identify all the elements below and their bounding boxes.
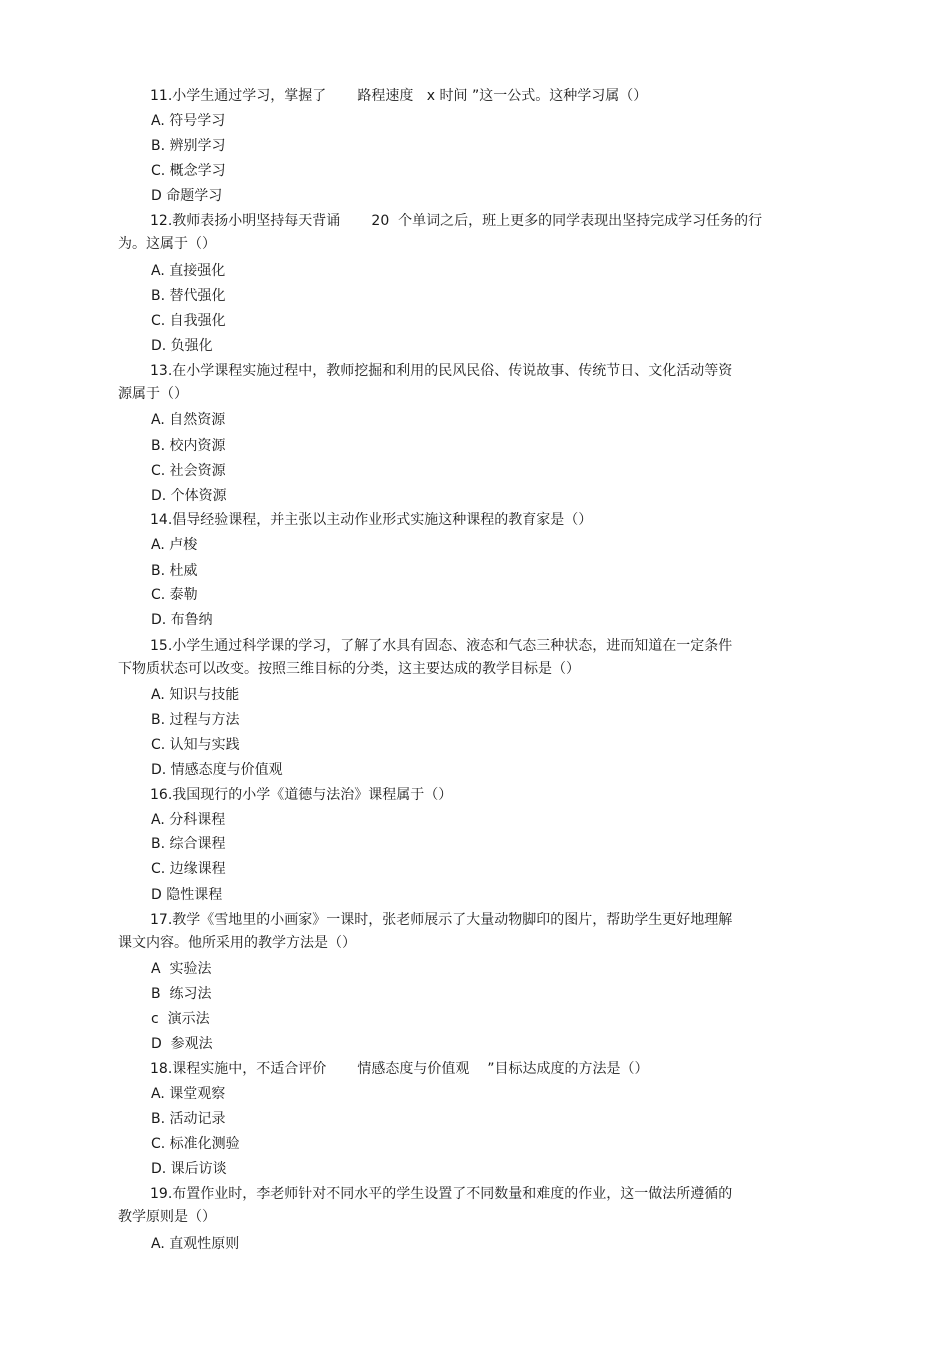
option-b: B. 替代强化 xyxy=(151,288,226,304)
option-c: C. 认知与实践 xyxy=(151,737,240,753)
option-b: B. 杜威 xyxy=(151,563,198,579)
question-stem-continued: 下物质状态可以改变。按照三维目标的分类，这主要达成的教学目标是（） xyxy=(118,661,580,677)
option-a: A. 分科课程 xyxy=(151,812,226,828)
option-c: C. 泰勒 xyxy=(151,587,198,603)
option-b: B. 校内资源 xyxy=(151,438,226,454)
option-c: C. 边缘课程 xyxy=(151,861,226,877)
option-b: B. 辨别学习 xyxy=(151,138,226,154)
option-d: D 命题学习 xyxy=(151,188,223,204)
option-c: C. 概念学习 xyxy=(151,163,226,179)
option-d: D 参观法 xyxy=(151,1036,213,1052)
option-a: A 实验法 xyxy=(151,961,212,977)
option-d: D. 布鲁纳 xyxy=(151,612,213,628)
option-a: A. 卢梭 xyxy=(151,537,198,553)
question-stem: 14.倡导经验课程，并主张以主动作业形式实施这种课程的教育家是（） xyxy=(150,512,593,528)
question-stem-continued: 为。这属于（） xyxy=(118,236,216,252)
option-a: A. 自然资源 xyxy=(151,412,226,428)
option-c: C. 标准化测验 xyxy=(151,1136,240,1152)
question-stem: 11.小学生通过学习，掌握了 路程速度 x 时间 ”这一公式。这种学习属（） xyxy=(150,88,648,104)
option-d: D. 情感态度与价值观 xyxy=(151,762,283,778)
option-d: D 隐性课程 xyxy=(151,887,223,903)
option-a: A. 知识与技能 xyxy=(151,687,240,703)
option-c: c 演示法 xyxy=(151,1011,210,1027)
question-stem: 18.课程实施中，不适合评价 情感态度与价值观 ”目标达成度的方法是（） xyxy=(150,1061,649,1077)
question-stem: 12.教师表扬小明坚持每天背诵 20 个单词之后，班上更多的同学表现出坚持完成学习任务的行 xyxy=(150,213,763,229)
option-a: A. 直接强化 xyxy=(151,263,226,279)
option-c: C. 社会资源 xyxy=(151,463,226,479)
option-b: B. 过程与方法 xyxy=(151,712,240,728)
question-stem: 15.小学生通过科学课的学习，了解了水具有固态、液态和气态三种状态，进而知道在一定条件 xyxy=(150,638,733,654)
option-a: A. 符号学习 xyxy=(151,113,226,129)
option-d: D. 课后访谈 xyxy=(151,1161,227,1177)
option-b: B. 活动记录 xyxy=(151,1111,226,1127)
question-stem-continued: 教学原则是（） xyxy=(118,1209,216,1225)
question-stem: 16.我国现行的小学《道德与法治》课程属于（） xyxy=(150,787,453,803)
question-stem-continued: 源属于（） xyxy=(118,386,188,402)
option-b: B 练习法 xyxy=(151,986,212,1002)
option-b: B. 综合课程 xyxy=(151,836,226,852)
option-d: D. 负强化 xyxy=(151,338,213,354)
question-stem: 17.教学《雪地里的小画家》一课时，张老师展示了大量动物脚印的图片，帮助学生更好地理解 xyxy=(150,912,733,928)
option-d: D. 个体资源 xyxy=(151,488,227,504)
option-c: C. 自我强化 xyxy=(151,313,226,329)
option-a: A. 课堂观察 xyxy=(151,1086,226,1102)
question-stem: 13.在小学课程实施过程中，教师挖掘和利用的民风民俗、传说故事、传统节日、文化活动等资 xyxy=(150,363,733,379)
question-stem-continued: 课文内容。他所采用的教学方法是（） xyxy=(118,935,356,951)
option-a: A. 直观性原则 xyxy=(151,1236,240,1252)
question-stem: 19.布置作业时，李老师针对不同水平的学生设置了不同数量和难度的作业，这一做法所遵循的 xyxy=(150,1186,733,1202)
